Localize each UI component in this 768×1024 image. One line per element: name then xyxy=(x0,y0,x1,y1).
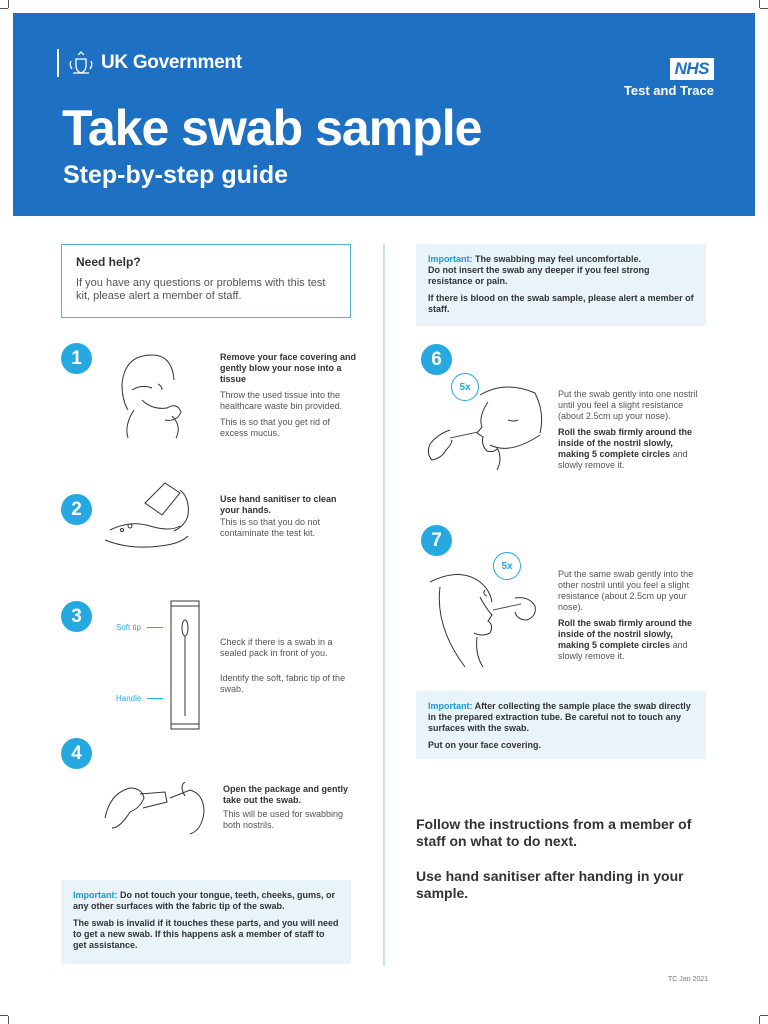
soft-tip-leader xyxy=(147,627,163,628)
step-1-text xyxy=(220,352,360,444)
gov-name: UK Government xyxy=(101,52,242,73)
crop-mark xyxy=(760,1015,768,1016)
hand-sanitiser-illustration xyxy=(100,478,200,558)
important-label: Important: xyxy=(428,701,473,711)
crop-mark xyxy=(8,0,9,8)
step-3-line-1: Check if there is a swab in a sealed pack in front of you. xyxy=(220,637,333,658)
header-banner xyxy=(13,13,755,216)
important-extraction-line-1: After collecting the sample place the swab directly in the prepared extraction tube. Be careful not to touch any surfaces with the swab. xyxy=(428,701,691,733)
swab-nostril-illustration xyxy=(420,380,550,475)
crop-mark xyxy=(0,1015,8,1016)
step-7-tail: and slowly remove it. xyxy=(558,640,688,661)
document-code: TC Jan 2021 xyxy=(668,976,709,983)
important-discomfort-line-3: If there is blood on the swab sample, please alert a member of staff. xyxy=(428,293,694,314)
step-7-line-1: Put the same swab gently into the other nostril until you feel a slight resistance (about 2.5cm up your nose). xyxy=(558,569,694,612)
important-touch-line-2: The swab is invalid if it touches these parts, and you will need to get a new swab. If this happens ask a member of staff to get assistance. xyxy=(73,918,339,950)
final-instruction-2: Use hand sanitiser after handing in your sample. xyxy=(416,868,684,901)
step-6-title: Roll the swab firmly around the inside of the nostril slowly, making 5 complete circles xyxy=(558,427,693,459)
step-1-title: Remove your face covering and gently blow your nose into a tissue xyxy=(220,352,357,384)
step-7-text xyxy=(558,569,698,667)
final-instruction-1: Follow the instructions from a member of staff on what to do next. xyxy=(416,816,692,849)
step-number-2: 2 xyxy=(61,494,92,525)
step-7-title: Roll the swab firmly around the inside of the nostril slowly, making 5 complete circles xyxy=(558,618,693,650)
need-help-heading: Need help? xyxy=(76,255,141,269)
step-6-line-1: Put the swab gently into one nostril until you feel a slight resistance (about 2.5cm up your nose). xyxy=(558,389,698,421)
nhs-service-name: Test and Trace xyxy=(623,83,714,98)
open-swab-package-illustration xyxy=(100,778,210,840)
need-help-text: If you have any questions or problems with this test kit, please alert a member of staff. xyxy=(76,277,326,302)
column-divider xyxy=(383,244,385,966)
handle-label: Handle xyxy=(116,694,142,703)
step-number-7: 7 xyxy=(421,525,452,556)
step-4-title: Open the package and gently take out the swab. xyxy=(223,784,349,805)
step-3-line-2: Identify the soft, fabric tip of the swab. xyxy=(220,673,346,694)
sealed-swab-pack-illustration xyxy=(168,598,202,732)
nhs-test-and-trace-logo xyxy=(624,58,714,98)
royal-crest-icon xyxy=(67,49,95,77)
important-touch-line-1: Do not touch your tongue, teeth, cheeks, gums, or any other surfaces with the fabric tip of the swab. xyxy=(73,890,336,911)
page-title: Take swab sample xyxy=(62,100,482,156)
step-4-text xyxy=(223,784,358,836)
step-1-line-1: Throw the used tissue into the healthcare waste bin provided. xyxy=(220,390,343,411)
swab-other-nostril-illustration xyxy=(425,562,545,668)
step-2-text xyxy=(220,494,350,544)
step-2-line-1: This is so that you do not contaminate the test kit. xyxy=(220,517,321,538)
five-times-badge: 5x xyxy=(451,373,479,401)
handle-leader xyxy=(147,698,163,699)
step-3-text xyxy=(220,637,350,700)
step-number-4: 4 xyxy=(61,738,92,769)
important-extraction-line-2: Put on your face covering. xyxy=(428,740,542,750)
step-2-title: Use hand sanitiser to clean your hands. xyxy=(220,494,337,515)
step-number-1: 1 xyxy=(61,343,92,374)
crop-mark xyxy=(0,8,8,9)
important-note-touch xyxy=(61,880,351,964)
step-6-tail: and slowly remove it. xyxy=(558,449,688,470)
five-times-badge: 5x xyxy=(493,552,521,580)
final-instructions xyxy=(416,816,716,920)
step-1-line-2: This is so that you get rid of excess mucus. xyxy=(220,417,331,438)
step-6-text xyxy=(558,389,698,476)
step-4-line-1: This will be used for swabbing both nostrils. xyxy=(223,809,344,830)
important-note-extraction xyxy=(416,691,706,759)
need-help-box xyxy=(61,244,351,318)
blow-nose-illustration xyxy=(112,350,192,440)
crop-mark xyxy=(8,1016,9,1024)
important-discomfort-line-1: The swabbing may feel uncomfortable. xyxy=(472,254,642,264)
crop-mark xyxy=(759,0,760,8)
page-subtitle: Step-by-step guide xyxy=(63,161,289,189)
step-number-6: 6 xyxy=(421,344,452,375)
uk-government-logo xyxy=(57,49,242,77)
crop-mark xyxy=(760,8,768,9)
important-note-discomfort xyxy=(416,244,706,326)
soft-tip-label: Soft tip xyxy=(116,623,141,632)
important-discomfort-line-2: Do not insert the swab any deeper if you feel strong resistance or pain. xyxy=(428,265,650,286)
crop-mark xyxy=(759,1016,760,1024)
nhs-logo: NHS xyxy=(670,58,714,80)
important-label: Important: xyxy=(428,254,473,264)
important-label: Important: xyxy=(73,890,118,900)
step-number-3: 3 xyxy=(61,601,92,632)
